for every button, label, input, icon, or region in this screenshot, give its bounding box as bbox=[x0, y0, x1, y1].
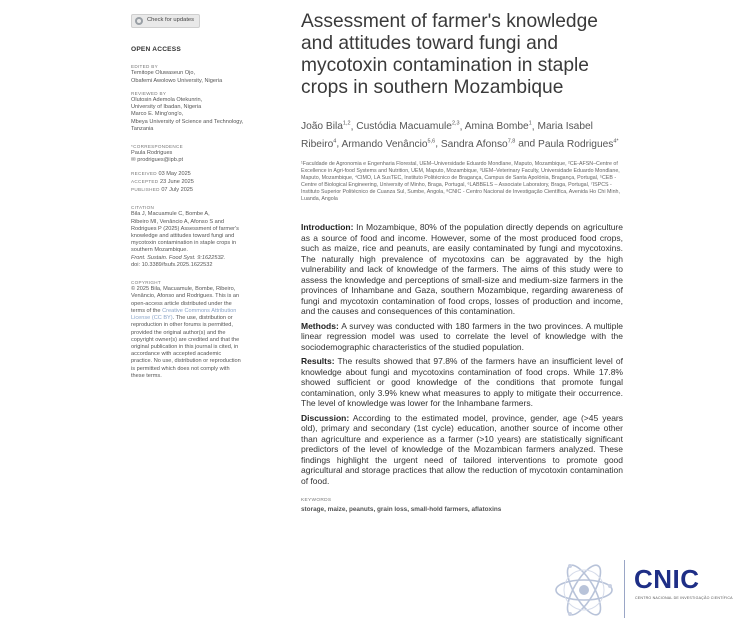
article-sidebar bbox=[131, 14, 277, 380]
cnic-logo bbox=[548, 554, 744, 624]
author[interactable]: Custódia Macuamule$^{2,3}$ bbox=[356, 121, 460, 133]
cc-license-link-cont[interactable]: License (CC BY) bbox=[131, 315, 173, 322]
author[interactable]: Sandra Afonso$^{7,8}$ bbox=[440, 138, 516, 150]
correspondence: Paula Rodrigues ✉ prodrigues@ipb.pt bbox=[131, 150, 277, 164]
author-list: João Bila$^{1,2}$, Custódia Macuamule$^{2,3}$, Amina Bombe$^1$, Maria Isabel Ribeiro$^4$, Armando Venâncio$^{5,6}$, Sandra Afonso$^{7,8}$ and Paula Rodrigues$^{4*}$ bbox=[301, 121, 619, 150]
abstract-results: Results: The results showed that 97.8% of the farmers have an insufficient level of knowledge about fungi and mycotoxins contamination of food crops. While 17.8% showed sufficient or good knowledge of the conditions that promote fungal contamination, only 3.9% knew what measures to apply to mitigate their occurrence. The level of knowledge was lower for the Inhambane farmers. bbox=[301, 356, 623, 409]
open-access-label: OPEN ACCESS bbox=[131, 46, 181, 53]
copyright-heading: COPYRIGHT bbox=[131, 280, 162, 286]
citation-heading: CITATION bbox=[131, 205, 155, 211]
copyright: © 2025 Bila, Macuamule, Bombe, Ribeiro, Venâncio, Afonso and Rodrigues. This is an open-access article distributed under the terms of the Creative Commons Attribution License (CC BY). The use, distribution or reproduction in other forums is permitted, provided the original author(s) and the copyright owner(s) are credited and that the original publication in this journal is cited, in accordance with accepted academic practice. No use, distribution or reproduction is permitted which does not comply with these terms. bbox=[131, 286, 241, 379]
reviewed-by: Olutosin Ademola Otekunrin, University of Ibadan, Nigeria Marco E. Ming'ong'o, Mbeya University of Science and Technology, Tanzania bbox=[131, 97, 244, 132]
abstract-methods: Methods: A survey was conducted with 180 farmers in the two provinces. A multiple linear regression model was used to correlate the level of knowledge with the sociodemographic characteristics of the studied population. bbox=[301, 320, 623, 352]
date-published: PUBLISHED 07 July 2025 bbox=[131, 187, 194, 194]
atom-emblem-icon bbox=[548, 554, 620, 624]
correspondence-email-link[interactable]: ✉ prodrigues@ipb.pt bbox=[131, 157, 184, 164]
update-icon bbox=[135, 17, 143, 25]
check-for-updates-label: Check for updates bbox=[147, 17, 195, 24]
author[interactable]: Amina Bombe$^1$ bbox=[464, 121, 532, 133]
reviewed-by-heading: REVIEWED BY bbox=[131, 90, 167, 96]
keywords: storage, maize, peanuts, grain loss, small-hold farmers, aflatoxins bbox=[301, 506, 502, 514]
abstract-introduction: Introduction: In Mozambique, 80% of the population directly depends on agriculture as a source of food and income. However, some of the most produced food crops, such as maize, rice and peanuts, are easily contaminated by fungi and mycotoxins. The naturally high prevalence of mycotoxins can be aggravated by the high vulnerability and lack of knowledge of the farmers. The aims of this study were to assess the knowledge and perceptions of small-size and medium-size farmers in the provinces of Inhambane and Gaza, southern Mozambique, regarding awareness of fungi and mycotoxin contamination of food crops, losses of production and income, and the causes and consequences of this contamination. bbox=[301, 222, 623, 317]
cnic-logo-subtitle: CENTRO NACIONAL DE INVESTIGAÇÃO CIENTÍFICA bbox=[635, 596, 733, 600]
citation-doi-link[interactable]: doi: 10.3389/fsufs.2025.1622532 bbox=[131, 261, 213, 268]
affiliations: ¹Faculdade de Agronomia e Engenharia Florestal, UEM–Universidade Eduardo Mondlane, Maputo, Mozambique, ²CE-AFSN–Centre of Excellence in Agri-food Systems and Nutrition, UEM, Maputo, Mozambique, ³UEM–Veterinary Faculty, Universidade Eduardo Mondlane, Maputo, Mozambique, ⁴CIMO, LA SusTEC, Instituto Politécnico de Bragança, Campus de Santa Apolónia, Bragança, Portugal, ⁵CEB - Centre of Biological Engineering, University of Minho, Braga, Portugal, ⁶LABBELS – Associate Laboratory, Braga, Portugal, ⁷ISPCS - Instituto Superior Politécnico de Cuanza Sul, Sumbe, Angola, ⁸CNIC - Centro Nacional de Investigação Científica, Avenida Ho Chi Minh, Luanda, Angola bbox=[301, 160, 620, 203]
keywords-heading: KEYWORDS bbox=[301, 498, 332, 504]
abstract-discussion: Discussion: According to the estimated model, province, gender, age (>45 years old), primary and secondary (1st cycle) education, another source of income other than agriculture and experience as a farmer (>10 years) are statistically significant predictors of the level of knowledge of the Mozambican farmers analyzed. These findings highlight the urgent need of tailored interventions to promote good agricultural and storage practices that allow the reduction of mycotoxin contamination of food. bbox=[301, 412, 623, 486]
article-main bbox=[301, 11, 623, 513]
cnic-logo-text: CNIC bbox=[634, 564, 700, 594]
date-received: RECEIVED 03 May 2025 bbox=[131, 170, 191, 177]
article-title: Assessment of farmer's knowledge and attitudes toward fungi and mycotoxin contamination in staple crops in southern Mozambique bbox=[301, 11, 598, 98]
check-for-updates-button[interactable] bbox=[131, 14, 200, 28]
logo-divider bbox=[624, 560, 625, 618]
edited-by: Temitope Oluwaseun Ojo, Obafemi Awolowo University, Nigeria bbox=[131, 70, 223, 84]
author[interactable]: João Bila$^{1,2}$ bbox=[301, 121, 351, 133]
author[interactable]: Paula Rodrigues$^{4*}$ bbox=[538, 138, 619, 150]
edited-by-heading: EDITED BY bbox=[131, 64, 158, 70]
date-accepted: ACCEPTED 23 June 2025 bbox=[131, 178, 194, 185]
author[interactable]: Armando Venâncio$^{5,6}$ bbox=[341, 138, 436, 150]
correspondence-heading: *CORRESPONDENCE bbox=[131, 144, 183, 150]
citation: Bila J, Macuamule C, Bombe A, Ribeiro MI, Venâncio A, Afonso S and Rodrigues P (2025) Assessment of farmer's knowledge and attitudes toward fungi and mycotoxin contamination in staple crops in southern Mozambique. Front. Sustain. Food Syst. 9:1622532. doi: 10.3389/fsufs.2025.1622532 bbox=[131, 211, 277, 269]
publication-dates bbox=[131, 170, 277, 195]
cc-license-link[interactable]: Creative Commons Attribution bbox=[162, 307, 237, 314]
abstract bbox=[301, 222, 623, 486]
author[interactable]: Maria Isabel Ribeiro$^4$ bbox=[301, 121, 593, 150]
